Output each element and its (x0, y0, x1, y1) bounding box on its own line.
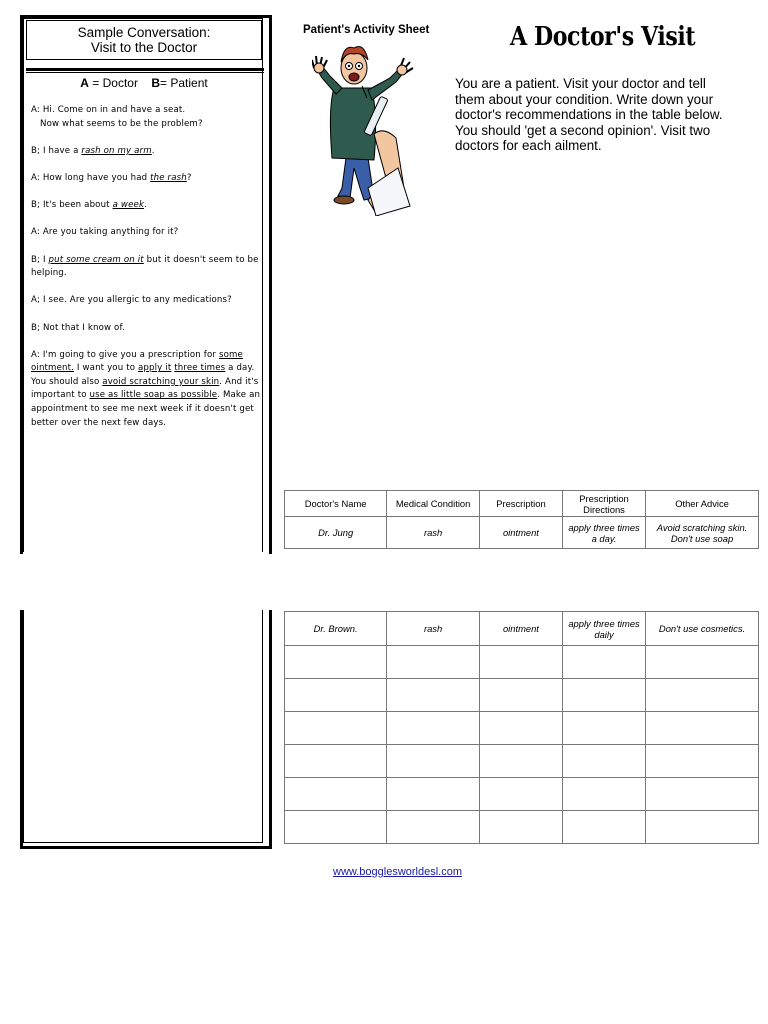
speaker: B (31, 200, 38, 211)
dialogue-text: a day. You should also (31, 363, 255, 387)
conversation-title-line1: Sample Conversation: (77, 25, 211, 40)
instructions-text: You are a patient. Visit your doctor and tell them about your condition. Write down your doctor's recommendations in the table below. You should 'get a second opinion'. Visit two doctors for each ailment. (455, 76, 723, 153)
dialogue-text: . And it's important to (31, 376, 259, 401)
conversation-title-line2: Visit to the Doctor (90, 40, 198, 55)
speaker-legend (26, 76, 262, 90)
empty-cell[interactable] (562, 778, 645, 811)
underlined-phrase: use as little soap as possible (89, 390, 218, 401)
table-row (285, 517, 759, 549)
dialogue-text: : Hi. Come on in and have a seat. (36, 105, 186, 115)
dialogue-text: I want you to (74, 363, 139, 374)
conversation-panel-continued (20, 610, 272, 852)
speaker: B (31, 322, 38, 333)
header-prescription-directions: Prescription Directions (562, 491, 645, 517)
dialogue-text: ; It's been about (37, 200, 113, 211)
underlined-phrase: a week (112, 200, 145, 211)
panel-inner-border (23, 610, 263, 843)
dialogue-text: . Make an appointment to see me next week if it doesn't get better over the next few days. (31, 390, 261, 428)
underlined-phrase: some ointment. (31, 349, 243, 374)
empty-cell[interactable] (387, 712, 480, 745)
dialogue-text: Now what seems to be the problem? (40, 118, 203, 129)
title-separator-thick (26, 68, 264, 71)
dialogue-text: : How long have you had (36, 172, 151, 183)
dialogue-text: ; I see. Are you allergic to any medications? (37, 295, 232, 306)
dialogue-text: ; I (37, 254, 49, 265)
speaker: A (31, 349, 37, 360)
empty-cell[interactable] (479, 712, 562, 745)
cell-condition: rash (387, 517, 480, 549)
recommendations-table-1 (284, 490, 759, 549)
empty-cell[interactable] (479, 778, 562, 811)
underlined-phrase: the rash (150, 172, 187, 183)
dialogue-line (31, 294, 263, 308)
empty-table-row (285, 811, 759, 844)
empty-table-row (285, 745, 759, 778)
empty-table-row (285, 679, 759, 712)
empty-cell[interactable] (646, 778, 759, 811)
dialogue-line (31, 226, 263, 240)
empty-cell[interactable] (285, 679, 387, 712)
frightened-patient-illustration (312, 38, 422, 216)
dialogue-text: ; Not that I know of. (37, 322, 125, 333)
empty-cell[interactable] (562, 712, 645, 745)
conversation-title-box (26, 20, 262, 60)
legend-b-key: B (151, 76, 160, 90)
page-title: A Doctor's Visit (510, 22, 696, 52)
empty-cell[interactable] (387, 646, 480, 679)
dialogue-text: but it doesn't seem to be helping. (31, 254, 259, 279)
cell-directions: apply three times daily (562, 612, 645, 646)
empty-cell[interactable] (562, 745, 645, 778)
header-medical-condition: Medical Condition (387, 491, 480, 517)
dialogue-line (31, 322, 263, 336)
legend-a-value: = Doctor (88, 76, 138, 90)
empty-table-row (285, 778, 759, 811)
underlined-phrase: rash on my arm (81, 145, 152, 156)
empty-cell[interactable] (646, 745, 759, 778)
cell-prescription: ointment (479, 612, 562, 646)
empty-cell[interactable] (285, 811, 387, 844)
empty-cell[interactable] (479, 745, 562, 778)
dialogue-text: ? (186, 172, 192, 183)
header-doctors-name: Doctor's Name (285, 491, 387, 517)
empty-cell[interactable] (387, 811, 480, 844)
empty-cell[interactable] (285, 712, 387, 745)
speaker: A (31, 105, 37, 115)
empty-cell[interactable] (562, 646, 645, 679)
underlined-phrase: three times (174, 363, 226, 374)
underlined-phrase: apply it (138, 363, 172, 374)
empty-table-row (285, 646, 759, 679)
cell-doctor-name: Dr. Jung (285, 517, 387, 549)
empty-cell[interactable] (479, 811, 562, 844)
dialogue-text: . (144, 200, 147, 211)
cell-directions: apply three times a day. (562, 517, 645, 549)
speaker: A (31, 295, 38, 306)
empty-cell[interactable] (387, 778, 480, 811)
sheet-label: Patient's Activity Sheet (303, 24, 430, 36)
cell-prescription: ointment (479, 517, 562, 549)
empty-cell[interactable] (646, 712, 759, 745)
empty-table-row (285, 712, 759, 745)
dialogue-line (31, 349, 263, 431)
legend-a-key: A (80, 76, 89, 90)
underlined-phrase: put some cream on it (48, 254, 144, 265)
empty-cell[interactable] (646, 646, 759, 679)
website-link[interactable]: www.bogglesworldesl.com (333, 866, 462, 878)
speaker: A (31, 227, 37, 238)
cell-condition: rash (387, 612, 480, 646)
title-separator-thin (26, 72, 264, 73)
empty-cell[interactable] (562, 679, 645, 712)
table-row (285, 612, 759, 646)
legend-b-value: = Patient (160, 76, 208, 90)
empty-cell[interactable] (285, 745, 387, 778)
cell-doctor-name: Dr. Brown. (285, 612, 387, 646)
empty-cell[interactable] (479, 646, 562, 679)
conversation-panel (20, 15, 272, 551)
dialogue-line (31, 199, 263, 213)
dialogue-line (31, 145, 263, 159)
table-header-row (285, 491, 759, 517)
dialogue-text: . (151, 145, 155, 156)
header-other-advice: Other Advice (646, 491, 759, 517)
empty-cell[interactable] (285, 646, 387, 679)
dialogue-line (31, 172, 263, 186)
speaker: B (31, 254, 38, 265)
empty-cell[interactable] (646, 679, 759, 712)
speaker: A (31, 172, 37, 183)
header-prescription: Prescription (479, 491, 562, 517)
empty-cell[interactable] (646, 811, 759, 844)
dialogue-line (31, 104, 263, 131)
empty-cell[interactable] (479, 679, 562, 712)
empty-cell[interactable] (285, 778, 387, 811)
empty-cell[interactable] (562, 811, 645, 844)
speaker: B (31, 145, 38, 156)
dialogue-text: : Are you taking anything for it? (36, 227, 179, 238)
recommendations-table-2 (284, 611, 759, 844)
dialogue-line (31, 254, 263, 281)
conversation-text (31, 104, 263, 444)
cell-other-advice: Avoid scratching skin. Don't use soap (646, 517, 759, 549)
dialogue-text: ; I have a (37, 145, 82, 156)
empty-cell[interactable] (387, 679, 480, 712)
underlined-phrase: avoid scratching your skin (102, 376, 220, 387)
empty-cell[interactable] (387, 745, 480, 778)
dialogue-text: : I'm going to give you a prescription for (36, 349, 219, 360)
cell-other-advice: Don't use cosmetics. (646, 612, 759, 646)
